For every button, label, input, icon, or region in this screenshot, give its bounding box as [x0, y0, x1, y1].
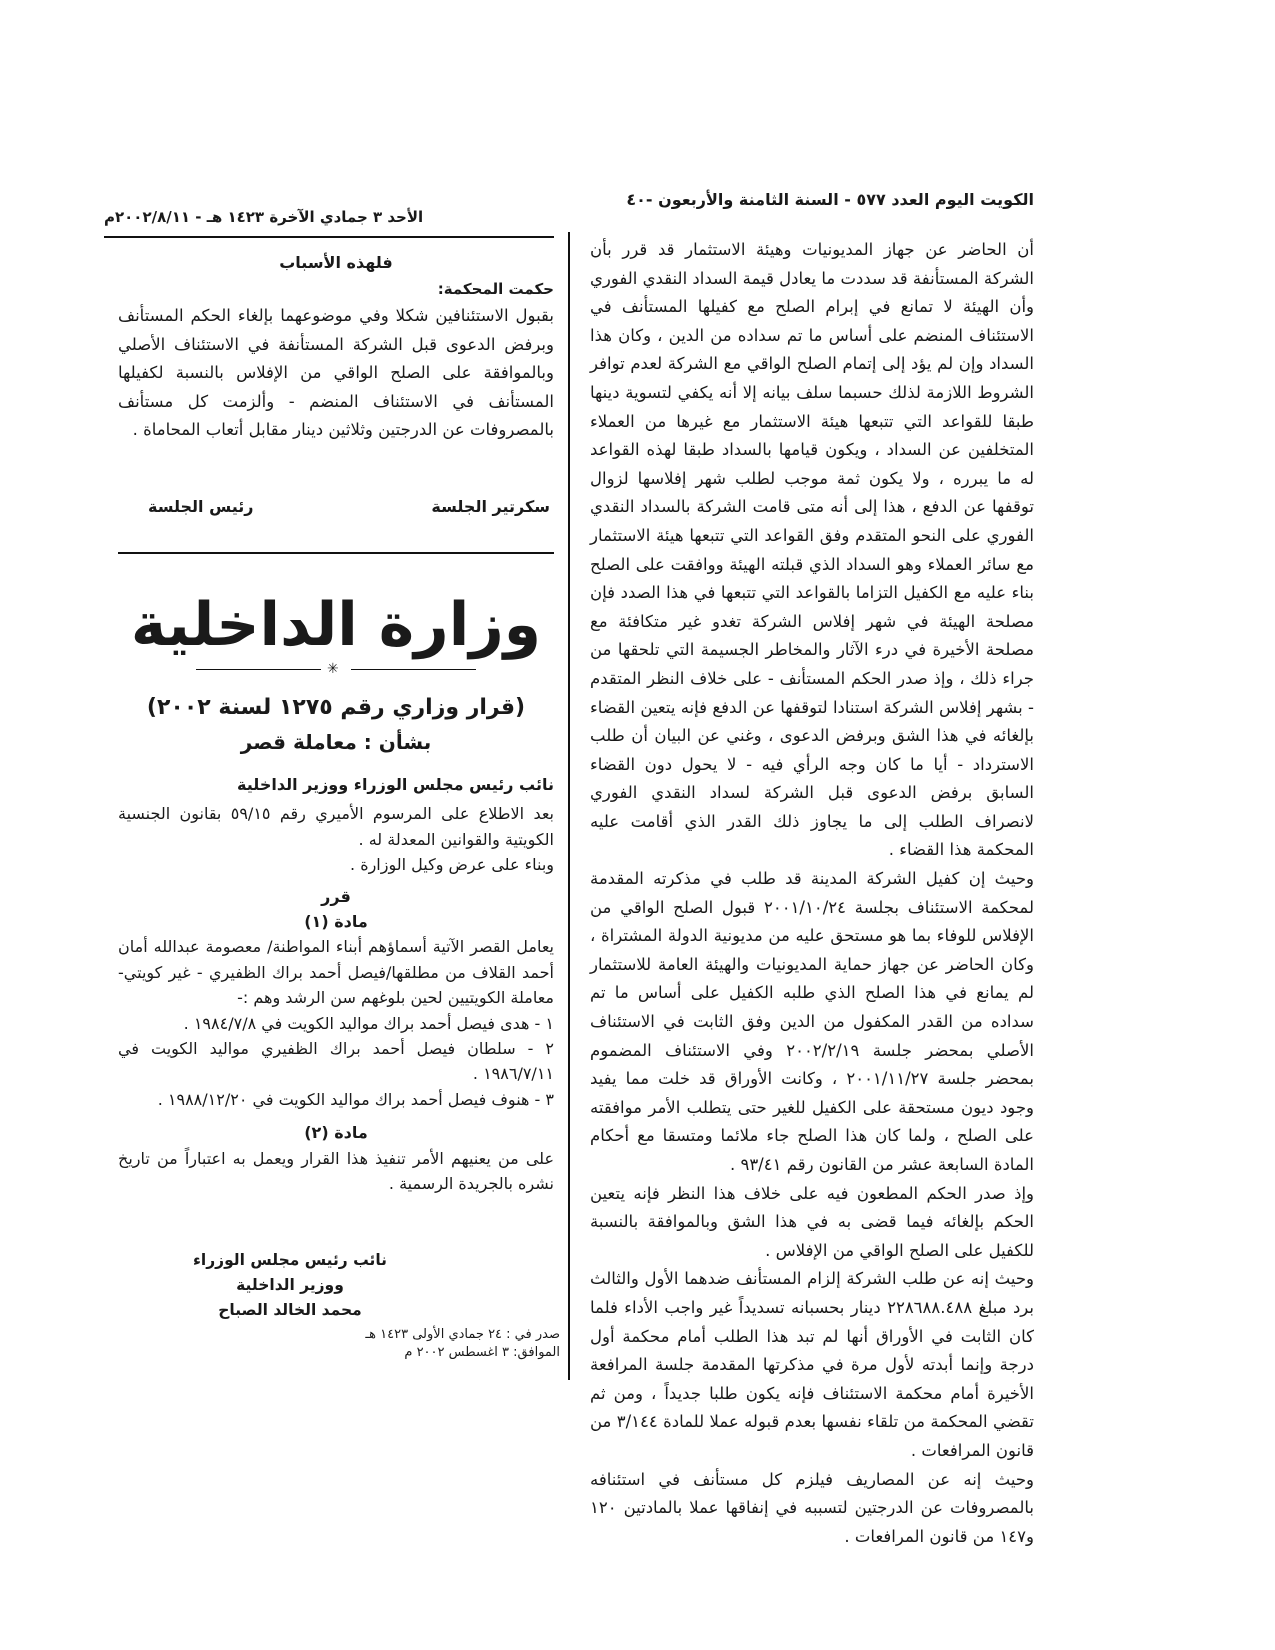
page-header [104, 190, 1034, 234]
section-rule [118, 552, 554, 554]
ministry-title: وزارة الداخلية [130, 590, 542, 660]
session-signatures [118, 497, 554, 521]
ornament-line [196, 669, 321, 670]
session-secretary: سكرتير الجلسة [431, 497, 550, 516]
star-ornament-icon: ✳ [327, 661, 339, 677]
judgment-paragraph: وإذ صدر الحكم المطعون فيه على خلاف هذا النظر فإنه يتعين الحكم بإلغائه فيما قضى به في هذا الشق وبالموافقة بالنسبة للكفيل على الصلح الواقي من الإفلاس . [590, 1183, 1034, 1260]
article-1-title: مادة (١) [304, 912, 368, 932]
decree-issue-date [300, 1326, 560, 1362]
judgment-column [590, 236, 1034, 1551]
verdict-title: حكمت المحكمة: [437, 280, 554, 298]
judgment-paragraph: وحيث إن كفيل الشركة المدينة قد طلب في مذكرته المقدمة لمحكمة الاستئناف بجلسة ٢٠٠١/١٠/٢٤ قبول الصلح الواقي من الإفلاس للوفاء بما هو مستحق عليه من مديونية الدولة المشتراة ، وكان الحاضر عن جهاز حماية المديونيات والهيئة العامة للاستثمار لم يمانع في هذا الصلح الذي طلبه الكفيل على أساس ما تم سداده من القدر المكفول من الدين وفق الثابت في الاستئناف الأصلي بمحضر جلسة ٢٠٠٢/٢/١٩ وفي الاستئناف المضموم بمحضر جلسة ٢٠٠١/١١/٢٧ ، وكانت الأوراق قد خلت مما يفيد وجود ديون مستحقة على الكفيل للغير حتى يتطلب الأمر موافقته على الصلح ، ولما كان هذا الصلح جاء ملائما ومتسقا مع أحكام المادة السابعة عشر من القانون رقم ٩٣/٤١ . [590, 869, 1034, 1174]
article-2-text: على من يعنيهم الأمر تنفيذ هذا القرار ويعمل به اعتباراً من تاريخ نشره بالجريدة الرسمية . [118, 1148, 554, 1194]
decree-body [118, 772, 554, 1197]
decree-preamble: وبناء على عرض وكيل الوزارة . [350, 855, 554, 875]
child-entry: ١ - هدى فيصل أحمد براك مواليد الكويت في ١٩٨٤/٧/٨ . [183, 1013, 554, 1033]
issue-date: الأحد ٣ جمادي الآخرة ١٤٢٣ هـ - ٢٠٠٢/٨/١١م [104, 208, 424, 226]
judgment-paragraph: أن الحاضر عن جهاز المديونيات وهيئة الاستثمار قد قرر بأن الشركة المستأنفة قد سددت ما يعادل قيمة السداد النقدي الفوري وأن الهيئة لا تمانع في إبرام الصلح مع كفيلها المستأنف في الاستئناف المنضم على أساس ما تم سداده من الدين ، وكان هذا السداد وإن لم يؤد إلى إتمام الصلح الواقي مع الشركة لعدم توافر الشروط اللازمة لذلك حسبما سلف بيانه إلا أنه يكفي لتسوية دينها طبقا للقواعد التي تتبعها هيئة الاستثمار مع غيرها من العملاء المتخلفين عن السداد ، ويكون قيامها بالسداد طبقا لهذه القواعد له ما يبرره ، ولا يكون ثمة موجب لطلب شهر إفلاسها لزوال توقفها عن الدفع ، هذا إلى أنه متى قامت الشركة بالسداد النقدي الفوري على النحو المتقدم وفق القواعد التي تتبعها هيئة الاستثمار مع سائر العملاء وهو السداد الذي قبلته الهيئة ووافقت على الصلح بناء عليه مع الكفيل التزاما بالقواعد التي تتبعها في هذا الصدد فإن مصلحة الهيئة في شهر إفلاس الشركة تغدو غير متكافئة مع مصلحة الأخيرة في درء الآثار والمخاطر الجسيمة التي تلحقها من جراء ذلك ، وإذ صدر الحكم المستأنف - على خلاف النظر المتقدم - بشهر إفلاس الشركة استنادا لتوقفها عن الدفع فإنه يتعين القضاء بإلغائه في هذا الشق وبرفض الدعوى ، وغني عن البيان أن طلب الاسترداد - أيا ما كان وجه الرأي فيه - لا يحول دون القضاء السابق برفض الدعوى قبل الشركة لسداد النقدي الفوري لانصراف الطلب إلى ما يجاوز ذلك القدر الذي أقامت عليه المحكمة هذا القضاء . [590, 240, 1034, 860]
header-rule [104, 236, 554, 238]
decree-title: (قرار وزاري رقم ١٢٧٥ لسنة ٢٠٠٢) [146, 695, 526, 720]
issue-info: الكويت اليوم العدد ٥٧٧ - السنة الثامنة والأربعون -٤٠ [626, 190, 1034, 209]
decree-decided: قرر [321, 886, 351, 906]
verdict-text: بقبول الاستئنافين شكلا وفي موضوعهما بإلغاء الحكم المستأنف وبرفض الدعوى قبل الشركة المستأنفة في الاستئناف الأصلي وبالموافقة على الصلح الواقي من الإفلاس بالنسبة لكفيلها المستأنف في الاستئناف المنضم - وألزمت كل مستأنف بالمصروفات عن الدرجتين وثلاثين دينار مقابل أتعاب المحاماة . [118, 306, 554, 440]
child-entry: ٢ - سلطان فيصل أحمد براك الظفيري مواليد الكويت في ١٩٨٦/٧/١١ . [118, 1039, 554, 1084]
ornament-line [351, 669, 476, 670]
decree-preamble: بعد الاطلاع على المرسوم الأميري رقم ٥٩/١٥ بقانون الجنسية الكويتية والقوانين المعدلة له . [118, 804, 555, 849]
column-divider [568, 232, 570, 1380]
judgment-paragraph: وحيث إنه عن المصاريف فيلزم كل مستأنف في استئنافه بالمصروفات عن الدرجتين لتسببه في إنفاقها عملا بالمادتين ١٢٠ و١٤٧ من قانون المرافعات . [590, 1469, 1034, 1546]
judgment-paragraph: وحيث إنه عن طلب الشركة إلزام المستأنف ضدهما الأول والثالث برد مبلغ ٢٢٨٦٨٨.٤٨٨ دينار بحسبانه تسديداً غير واجب الأداء فلما كان الثابت في الأوراق أنها لم تبد هذا الطلب أمام محكمة أول درجة وإنما أبدته لأول مرة في مذكرتها المقدمة جلسة المرافعة الأخيرة أمام محكمة الاستئناف فإنه يكون طلبا جديداً ، ومن ثم تقضي المحكمة من تلقاء نفسها بعدم قبوله عملا للمادة ٣/١٤٤ من قانون المرافعات . [590, 1269, 1034, 1460]
verdict-section [118, 250, 554, 445]
signature-line: محمد الخالد الصباح [218, 1301, 362, 1319]
signature-line: نائب رئيس مجلس الوزراء [193, 1251, 387, 1269]
session-chair: رئيس الجلسة [148, 497, 254, 516]
signature-line: ووزير الداخلية [236, 1276, 344, 1294]
issued-date-gregorian: الموافق: ٣ اغسطس ٢٠٠٢ م [404, 1345, 560, 1360]
decree-subject: بشأن : معاملة قصر [240, 730, 432, 754]
issued-date-hijri: صدر في : ٢٤ جمادي الأولى ١٤٢٣ هـ [365, 1327, 560, 1342]
article-1-text: يعامل القصر الآتية أسماؤهم أبناء المواطنة/ معصومة عبدالله أمان أحمد القلاف من مطلقها/فيصل أحمد براك الظفيري - غير كويتي- معاملة الكويتيين لحين بلوغهم سن الرشد وهم :- [118, 937, 554, 1008]
minister-signature [170, 1248, 410, 1323]
ornament-divider [196, 661, 476, 677]
verdict-heading: فلهذه الأسباب [279, 253, 393, 272]
article-2-title: مادة (٢) [304, 1123, 368, 1143]
decree-issuer: نائب رئيس مجلس الوزراء ووزير الداخلية [237, 775, 554, 794]
child-entry: ٣ - هنوف فيصل أحمد براك مواليد الكويت في ١٩٨٨/١٢/٢٠ . [157, 1089, 554, 1109]
